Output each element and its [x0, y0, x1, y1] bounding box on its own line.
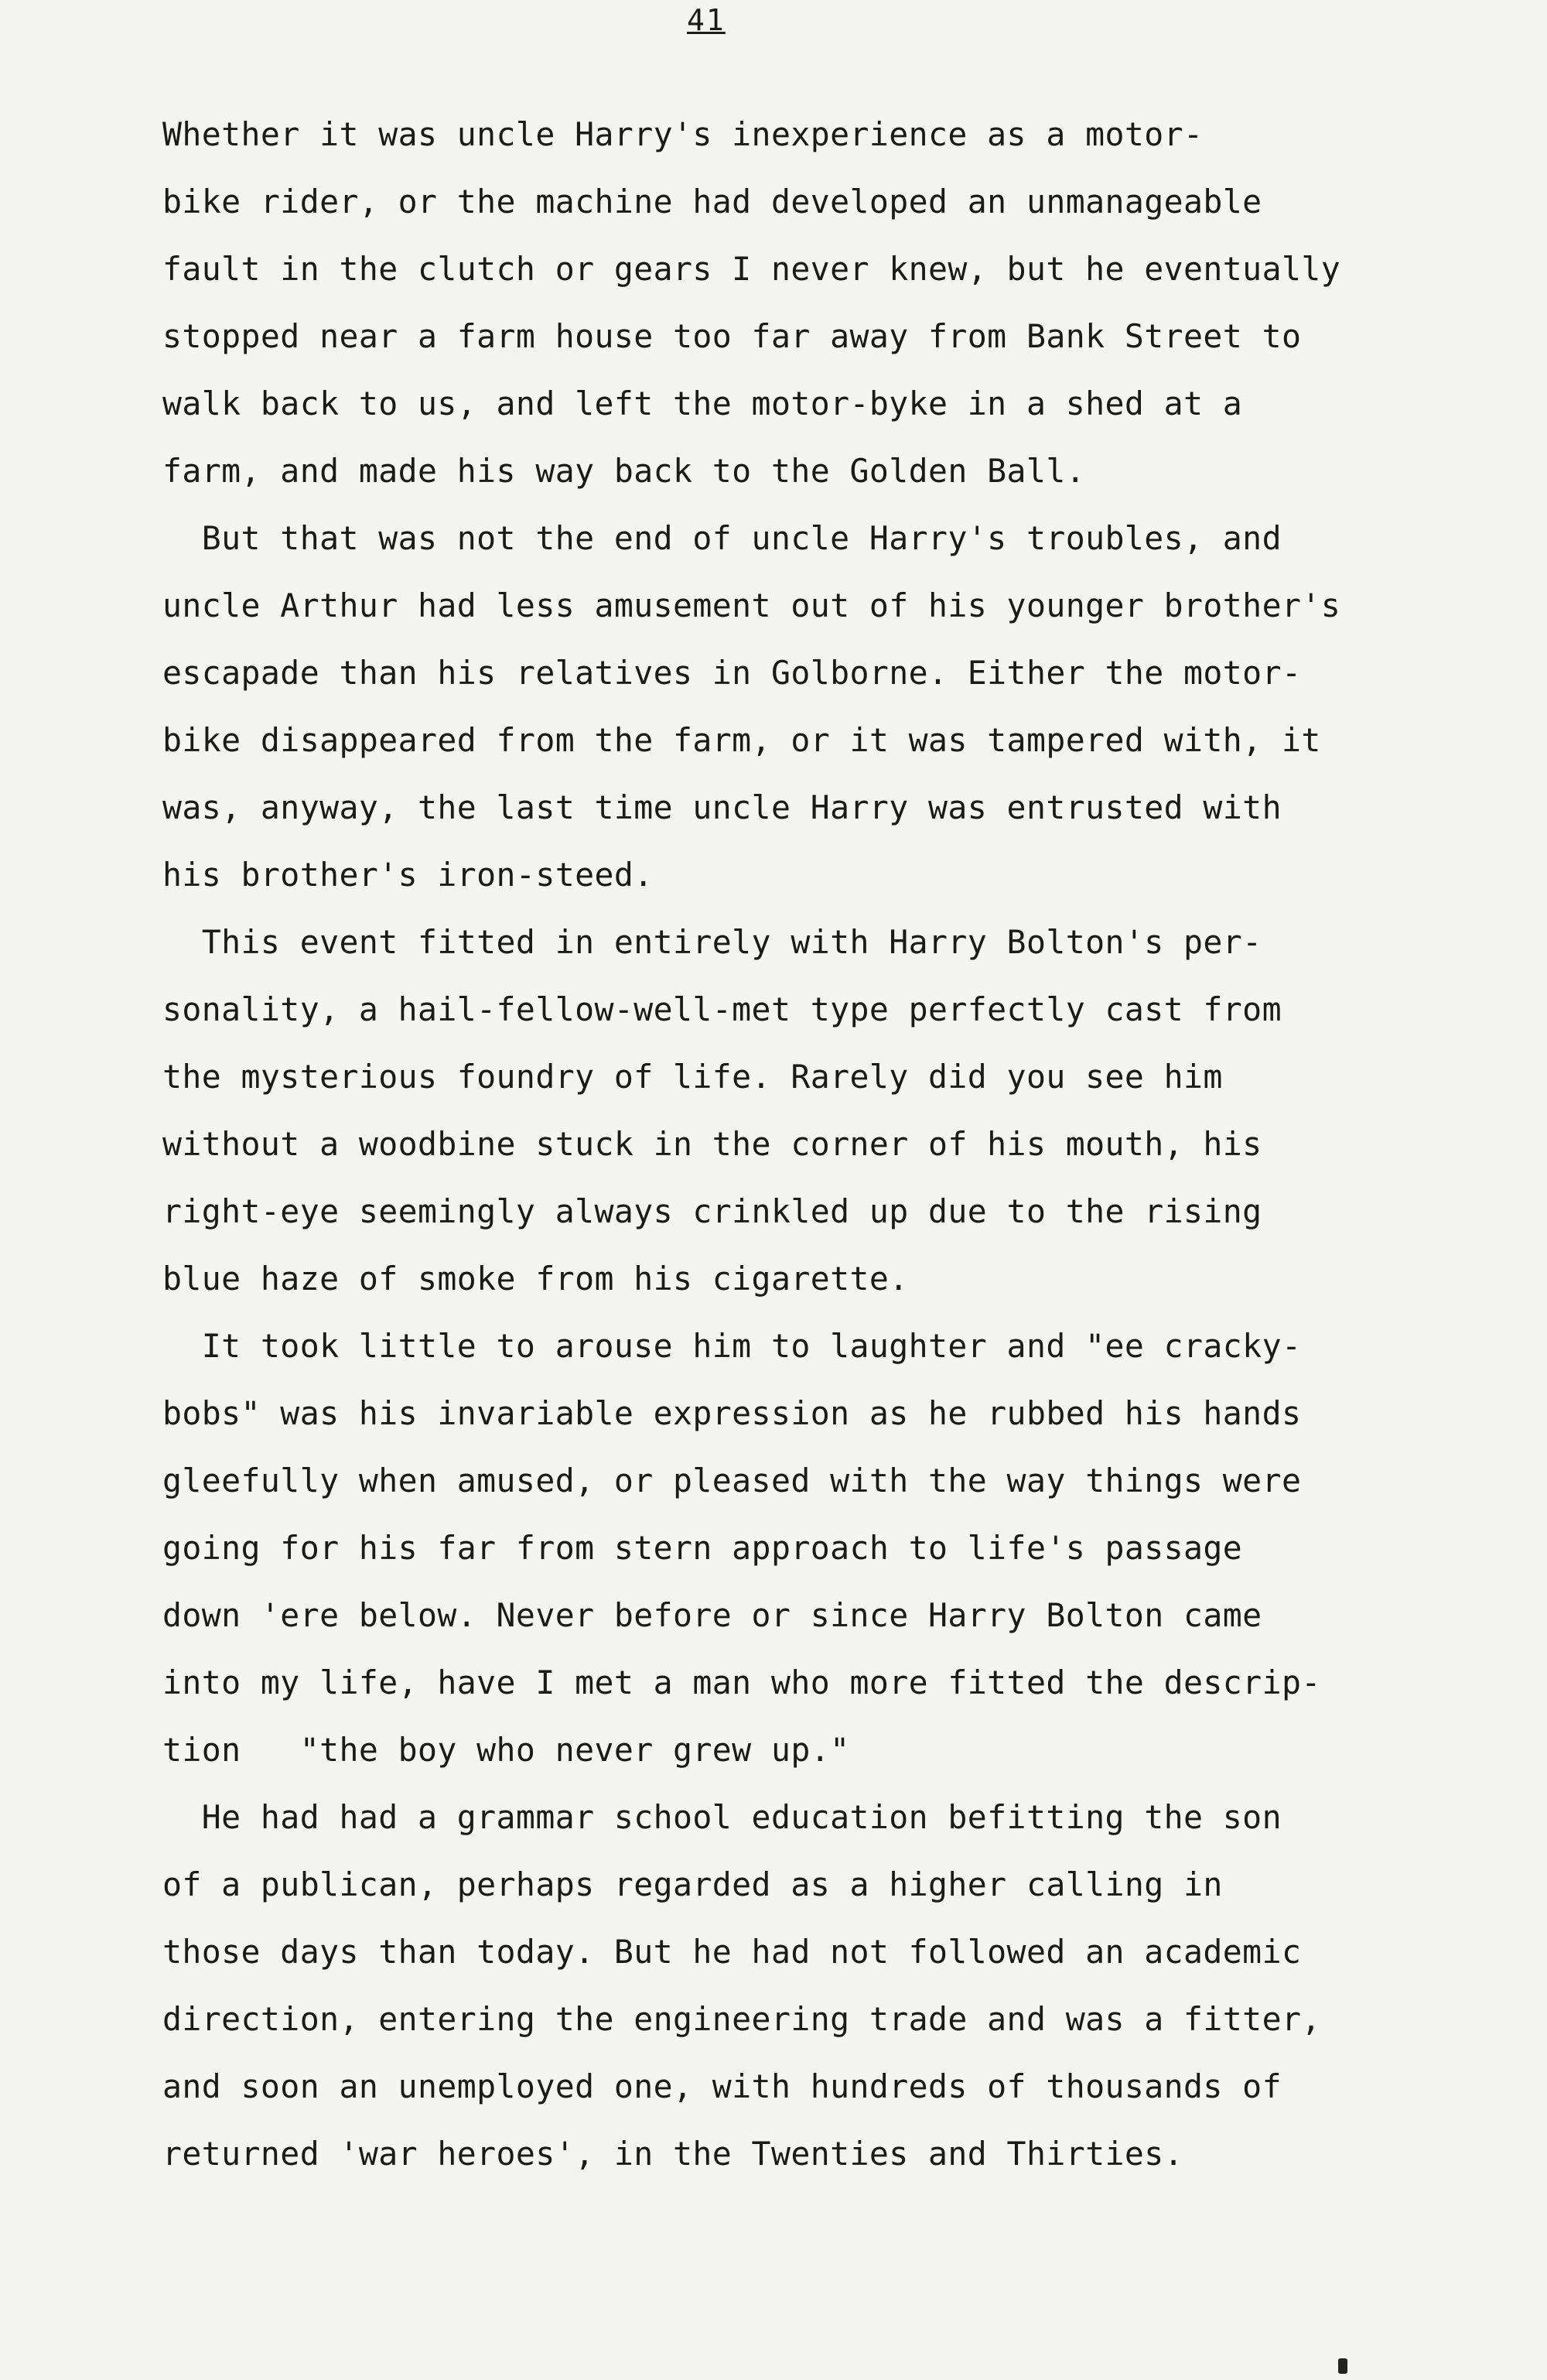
text-line: bike rider, or the machine had developed an unmanageable: [162, 183, 1262, 221]
text-line: fault in the clutch or gears I never knew, but he eventually: [162, 250, 1341, 288]
text-line: going for his far from stern approach to life's passage: [162, 1529, 1243, 1567]
text-line: and soon an unemployed one, with hundreds of thousands of: [162, 2067, 1282, 2105]
text-line: blue haze of smoke from his cigarette.: [162, 1260, 909, 1298]
text-line: bobs" was his invariable expression as he rubbed his hands: [162, 1394, 1302, 1432]
text-line: escapade than his relatives in Golborne. Either the motor-: [162, 654, 1302, 692]
text-line: stopped near a farm house too far away from Bank Street to: [162, 317, 1302, 355]
text-line: walk back to us, and left the motor-byke in a shed at a: [162, 385, 1243, 422]
text-line: bike disappeared from the farm, or it was tampered with, it: [162, 721, 1321, 759]
text-line: right-eye seemingly always crinkled up due to the rising: [162, 1192, 1262, 1230]
text-line: Whether it was uncle Harry's inexperience as a motor-: [162, 115, 1204, 153]
ink-blot-mark: [1338, 2358, 1347, 2374]
typewritten-text-body: [162, 101, 1477, 2187]
text-line: uncle Arthur had less amusement out of his younger brother's: [162, 586, 1341, 624]
text-line: into my life, have I met a man who more fitted the descrip-: [162, 1664, 1321, 1701]
text-line: of a publican, perhaps regarded as a higher calling in: [162, 1865, 1223, 1903]
page-number: 41: [687, 3, 726, 37]
text-line: He had had a grammar school education befitting the son: [162, 1798, 1282, 1836]
text-line: direction, entering the engineering trade and was a fitter,: [162, 2000, 1321, 2038]
text-line: tion "the boy who never grew up.": [162, 1731, 850, 1769]
text-line: It took little to arouse him to laughter and "ee cracky-: [162, 1327, 1302, 1365]
text-line: returned 'war heroes', in the Twenties and Thirties.: [162, 2135, 1184, 2173]
text-line: his brother's iron-steed.: [162, 856, 654, 894]
text-line: But that was not the end of uncle Harry's troubles, and: [162, 519, 1282, 557]
text-line: This event fitted in entirely with Harry Bolton's per-: [162, 923, 1262, 961]
text-line: gleefully when amused, or pleased with the way things were: [162, 1462, 1302, 1499]
text-line: those days than today. But he had not followed an academic: [162, 1933, 1302, 1971]
text-line: without a woodbine stuck in the corner of his mouth, his: [162, 1125, 1262, 1163]
text-line: sonality, a hail-fellow-well-met type perfectly cast from: [162, 990, 1282, 1028]
text-line: farm, and made his way back to the Golden Ball.: [162, 452, 1086, 490]
text-line: down 'ere below. Never before or since Harry Bolton came: [162, 1596, 1262, 1634]
text-line: was, anyway, the last time uncle Harry was entrusted with: [162, 788, 1282, 826]
text-line: the mysterious foundry of life. Rarely did you see him: [162, 1058, 1223, 1096]
